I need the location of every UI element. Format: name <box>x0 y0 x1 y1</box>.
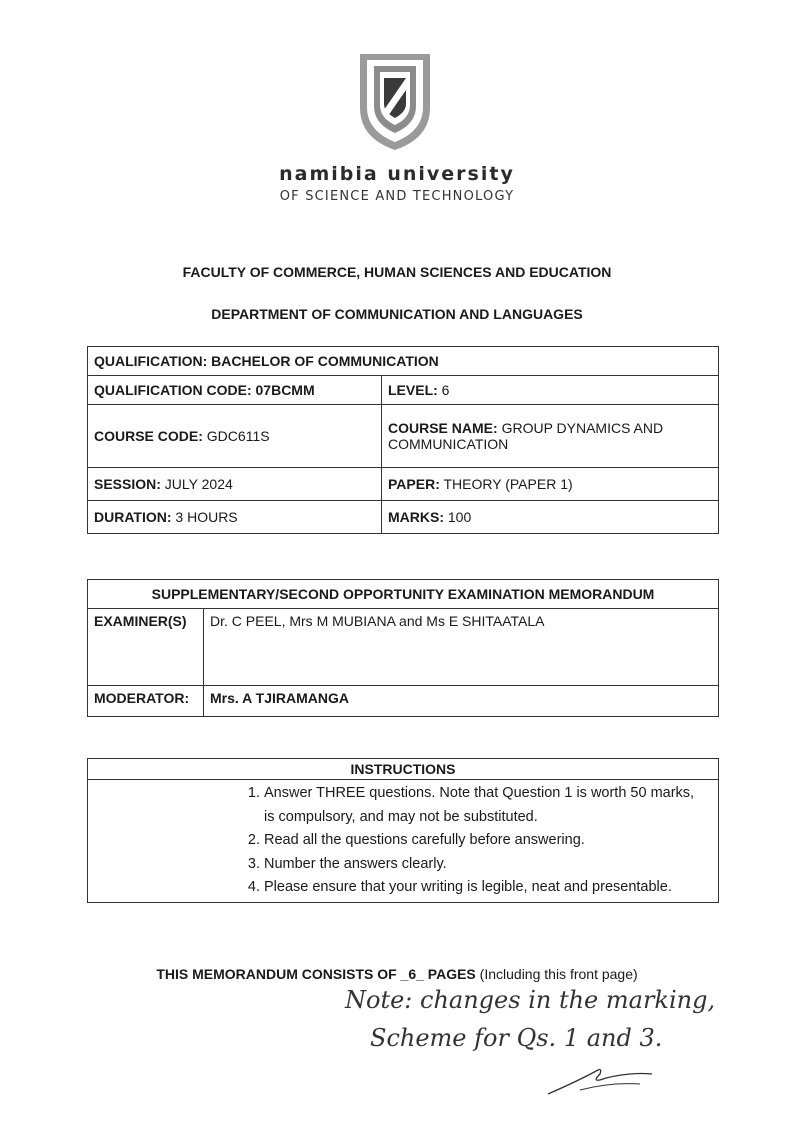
page-count-note: (Including this front page) <box>475 966 638 982</box>
instructions-list <box>238 782 708 900</box>
instruction-item: 4. Please ensure that your writing is legible, neat and presentable. <box>264 876 708 900</box>
marks-cell <box>382 501 719 534</box>
exam-info-table <box>87 579 719 717</box>
handwritten-note-line1: Note: changes in the marking, <box>345 986 716 1014</box>
faculty-heading: FACULTY OF COMMERCE, HUMAN SCIENCES AND EDUCATION <box>182 264 612 280</box>
level-label: LEVEL: <box>388 382 438 398</box>
course-code-label: COURSE CODE: <box>94 428 203 444</box>
duration-label: DURATION: <box>94 509 172 525</box>
level-value: 6 <box>441 382 450 398</box>
handwritten-note <box>335 980 735 1060</box>
duration-value: 3 HOURS <box>175 509 238 525</box>
examiners-label: EXAMINER(S) <box>88 609 204 686</box>
course-name-value: GROUP DYNAMICS AND COMMUNICATION <box>388 420 664 452</box>
instructions-body <box>88 780 719 903</box>
instruction-item: 2. Read all the questions carefully before answering. <box>264 829 708 853</box>
page-count-bold: THIS MEMORANDUM CONSISTS OF _6_ PAGES <box>156 966 476 982</box>
examiners-value: Dr. C PEEL, Mrs M MUBIANA and Ms E SHITAATALA <box>204 609 719 686</box>
exam-table-title: SUPPLEMENTARY/SECOND OPPORTUNITY EXAMINATION MEMORANDUM <box>88 580 719 609</box>
course-info-table <box>87 346 719 534</box>
paper-cell <box>382 468 719 501</box>
paper-value: THEORY (PAPER 1) <box>443 476 573 492</box>
qualification-cell: QUALIFICATION: BACHELOR OF COMMUNICATION <box>88 347 719 376</box>
qualification-code-label: QUALIFICATION CODE: <box>94 382 252 398</box>
paper-label: PAPER: <box>388 476 440 492</box>
course-code-value: GDC611S <box>206 428 270 444</box>
course-name-label: COURSE NAME: <box>388 420 498 436</box>
marks-value: 100 <box>447 509 472 525</box>
session-label: SESSION: <box>94 476 161 492</box>
duration-cell <box>88 501 382 534</box>
signature <box>540 1060 660 1100</box>
moderator-value: Mrs. A TJIRAMANGA <box>204 686 719 717</box>
qualification-code-value: 07BCMM <box>255 382 315 398</box>
instructions-table <box>87 758 719 903</box>
qualification-code-cell <box>88 376 382 405</box>
instructions-title: INSTRUCTIONS <box>88 759 719 780</box>
university-name: namibia university <box>279 163 515 185</box>
instruction-item: 3. Number the answers clearly. <box>264 853 708 877</box>
level-cell <box>382 376 719 405</box>
instruction-item: 1. Answer THREE questions. Note that Question 1 is worth 50 marks, is compulsory, and may not be substituted. <box>264 782 708 829</box>
university-subtitle: OF SCIENCE AND TECHNOLOGY <box>279 189 515 204</box>
course-name-cell <box>382 405 719 468</box>
handwritten-note-line2: Scheme for Qs. 1 and 3. <box>370 1024 663 1052</box>
university-logo-icon <box>354 50 436 154</box>
department-heading: DEPARTMENT OF COMMUNICATION AND LANGUAGES <box>211 306 583 322</box>
session-cell <box>88 468 382 501</box>
marks-label: MARKS: <box>388 509 444 525</box>
course-code-cell <box>88 405 382 468</box>
moderator-label: MODERATOR: <box>88 686 204 717</box>
session-value: JULY 2024 <box>164 476 233 492</box>
